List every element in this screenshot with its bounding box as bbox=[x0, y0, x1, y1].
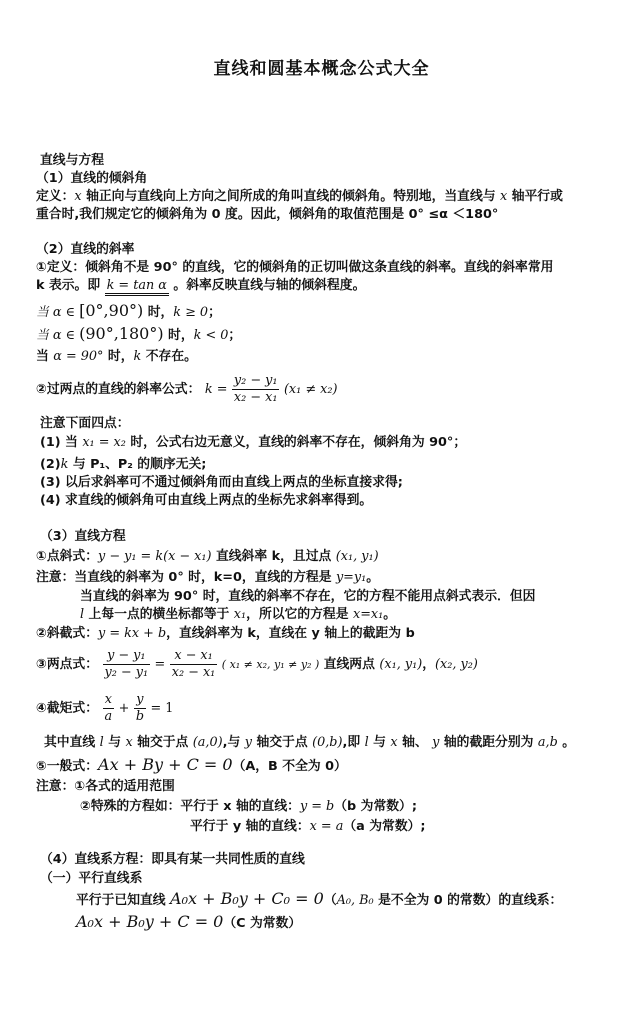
note-2 bbox=[40, 456, 206, 474]
notes-heading: 注意下面四点： bbox=[40, 416, 130, 431]
text: 时， bbox=[143, 305, 174, 320]
text: (2) bbox=[40, 457, 61, 472]
math: A₀x + B₀y + C₀ = 0 bbox=[170, 889, 324, 908]
fraction bbox=[134, 692, 146, 725]
numerator: y₂ − y₁ bbox=[233, 373, 278, 388]
text: 平行于 y 轴的直线： bbox=[190, 819, 310, 834]
intercept-form bbox=[36, 690, 173, 728]
text: 。 bbox=[557, 735, 576, 750]
two-point-form bbox=[36, 646, 478, 684]
text: (1) 当 bbox=[40, 435, 83, 450]
math: A₀, B₀ bbox=[336, 893, 374, 908]
text: 。 bbox=[366, 570, 380, 585]
fraction bbox=[170, 648, 218, 681]
math: (x₁, y₁) bbox=[335, 549, 379, 564]
two-point-slope-formula bbox=[36, 371, 337, 409]
slope-intercept-form bbox=[36, 625, 415, 643]
math: x=x₁ bbox=[352, 607, 384, 622]
text: 其中直线 bbox=[44, 735, 100, 750]
note-3: (3) 以后求斜率可不通过倾斜角而由直线上两点的坐标直接求得; bbox=[40, 475, 403, 490]
general-form bbox=[36, 756, 347, 776]
math-var: y bbox=[244, 735, 252, 750]
text: 不存在。 bbox=[141, 349, 197, 364]
text: ， bbox=[422, 657, 435, 672]
math: x₁ bbox=[233, 607, 247, 622]
numerator: x − x₁ bbox=[170, 648, 218, 665]
slope-definition-line1: ①定义：倾斜角不是 90° 的直线，它的倾斜角的正切叫做这条直线的斜率。直线的斜率常用 bbox=[36, 260, 554, 275]
numerator: y bbox=[134, 692, 146, 709]
math: x₁ = x₂ bbox=[82, 435, 126, 450]
math: (x₁, y₁) bbox=[379, 657, 423, 672]
math-var: l bbox=[364, 735, 369, 750]
math: k < 0 bbox=[193, 328, 229, 343]
text: 直线两点 bbox=[319, 657, 380, 672]
heading-slope: （2）直线的斜率 bbox=[36, 242, 135, 257]
math: (0,b) bbox=[312, 735, 343, 750]
general-note-parallel-x bbox=[80, 798, 417, 816]
fraction bbox=[103, 648, 151, 681]
slope-case-right bbox=[36, 348, 197, 366]
math: k = bbox=[204, 382, 228, 397]
text: 上每一点的横坐标都等于 bbox=[84, 607, 234, 622]
text: 。斜率反映直线与轴的倾斜程度。 bbox=[168, 278, 366, 293]
denominator: y₂ − y₁ bbox=[104, 665, 149, 680]
note-1 bbox=[40, 434, 466, 452]
math-var: x bbox=[74, 189, 82, 204]
slope-case-acute bbox=[36, 302, 221, 322]
math: y = b bbox=[299, 799, 335, 814]
text: 当 α ∈ bbox=[36, 328, 80, 343]
text: 轴交于点 bbox=[251, 735, 313, 750]
text: （ bbox=[323, 893, 337, 908]
text: ②特殊的方程如：平行于 x 轴的直线： bbox=[80, 799, 300, 814]
text: ； bbox=[208, 305, 221, 320]
math: y = kx + b bbox=[98, 626, 167, 641]
math: A₀x + B₀y + C = 0 bbox=[76, 912, 224, 931]
general-note-parallel-y bbox=[190, 818, 426, 836]
heading-line-equations: （3）直线方程 bbox=[40, 529, 126, 544]
point-slope-note-2: 当直线的斜率为 90° 时，直线的斜率不存在，它的方程不能用点斜式表示．但因 bbox=[80, 589, 536, 604]
text: 轴的截距分别为 bbox=[439, 735, 538, 750]
intercept-note bbox=[44, 734, 575, 752]
section-title: 直线与方程 bbox=[40, 153, 104, 168]
math-var: k bbox=[133, 349, 142, 364]
math: α = 90° bbox=[53, 349, 104, 364]
point-slope-form bbox=[36, 548, 379, 566]
fraction bbox=[232, 373, 280, 406]
text: ,即 bbox=[342, 735, 365, 750]
text: ④截矩式： bbox=[36, 701, 99, 716]
math-var: l bbox=[80, 607, 85, 622]
text: 与 bbox=[368, 735, 391, 750]
text: 轴交于点 bbox=[132, 735, 193, 750]
text: 与 P₁、P₂ 的顺序无关; bbox=[68, 457, 207, 472]
plus: + bbox=[118, 701, 130, 716]
inclination-definition-line2: 重合时,我们规定它的倾斜角为 0 度。因此，倾斜角的取值范围是 0° ≤α ＜180° bbox=[36, 207, 499, 222]
text: 当 α ∈ bbox=[36, 305, 80, 320]
math-var: x bbox=[390, 735, 398, 750]
text: （b 为常数）; bbox=[334, 799, 417, 814]
text: 是不全为 0 的常数）的直线系： bbox=[373, 893, 563, 908]
text: （A，B 不全为 0） bbox=[232, 759, 347, 774]
text: 定义： bbox=[36, 189, 75, 204]
slope-case-obtuse bbox=[36, 325, 241, 345]
parallel-family-line2 bbox=[76, 913, 301, 933]
math-var: x bbox=[500, 189, 508, 204]
math-var: y bbox=[432, 735, 440, 750]
page-title: 直线和圆基本概念公式大全 bbox=[213, 59, 430, 79]
text: 与 bbox=[103, 735, 126, 750]
point-slope-note-3 bbox=[80, 606, 396, 624]
point-slope-note-1 bbox=[36, 569, 379, 587]
denominator: a bbox=[104, 709, 113, 724]
text: ，所以它的方程是 bbox=[246, 607, 353, 622]
text: ； bbox=[228, 328, 242, 343]
text: 轴、 bbox=[397, 735, 433, 750]
fraction bbox=[103, 692, 115, 725]
text: 时， bbox=[103, 349, 134, 364]
text: 轴平行或 bbox=[507, 189, 563, 204]
text: 直线斜率 k，且过点 bbox=[211, 549, 336, 564]
numerator: y − y₁ bbox=[103, 648, 151, 665]
numerator: x bbox=[103, 692, 115, 709]
denominator: x₂ − x₁ bbox=[233, 390, 278, 405]
text: 当 bbox=[36, 349, 54, 364]
interval: (90°,180°) bbox=[79, 324, 164, 343]
text: ①点斜式： bbox=[36, 549, 99, 564]
general-note-heading: 注意：①各式的适用范围 bbox=[36, 779, 175, 794]
math: y − y₁ = k(x − x₁) bbox=[98, 549, 212, 564]
parallel-family-line1 bbox=[76, 890, 562, 910]
math-var: k bbox=[60, 457, 69, 472]
denominator: x₂ − x₁ bbox=[171, 665, 216, 680]
text: 平行于已知直线 bbox=[76, 893, 171, 908]
note-4: (4) 求直线的倾斜角可由直线上两点的坐标先求斜率得到。 bbox=[40, 493, 373, 508]
heading-inclination: （1）直线的倾斜角 bbox=[36, 171, 148, 186]
math: k ≥ 0 bbox=[173, 305, 209, 320]
slope-definition-line2 bbox=[36, 277, 365, 295]
inclination-definition-line1 bbox=[36, 188, 563, 206]
condition: (x₁ ≠ x₂) bbox=[283, 382, 338, 397]
text: （a 为常数）; bbox=[343, 819, 426, 834]
heading-line-family: （4）直线系方程：即具有某一共同性质的直线 bbox=[40, 852, 305, 867]
text: 注意：当直线的斜率为 0° 时，k=0，直线的方程是 bbox=[36, 570, 336, 585]
math-var: l bbox=[99, 735, 104, 750]
subheading-parallel-family: （一）平行直线系 bbox=[40, 871, 143, 886]
text: ②过两点的直线的斜率公式： bbox=[36, 382, 201, 397]
interval: [0°,90°) bbox=[79, 301, 144, 320]
text: ⑤一般式： bbox=[36, 759, 99, 774]
text: 时， bbox=[163, 328, 194, 343]
math: x = a bbox=[309, 819, 344, 834]
condition: ( x₁ ≠ x₂, y₁ ≠ y₂ ) bbox=[221, 658, 320, 671]
text: 时，公式右边无意义，直线的斜率不存在，倾斜角为 90°； bbox=[125, 435, 467, 450]
math: y=y₁ bbox=[335, 570, 367, 585]
text: ,与 bbox=[222, 735, 245, 750]
slope-formula: k = tan α bbox=[105, 278, 169, 296]
text: ③两点式： bbox=[36, 657, 99, 672]
math: a,b bbox=[537, 735, 558, 750]
math-var: x bbox=[125, 735, 133, 750]
math: Ax + By + C = 0 bbox=[98, 755, 233, 774]
text: 轴正向与直线向上方向之间所成的角叫直线的倾斜角。特别地，当直线与 bbox=[81, 189, 501, 204]
math: (a,0) bbox=[192, 735, 223, 750]
text: （C 为常数） bbox=[223, 916, 302, 931]
denominator: b bbox=[135, 709, 145, 724]
text: ，直线斜率为 k，直线在 y 轴上的截距为 b bbox=[166, 626, 415, 641]
text: k 表示。即 bbox=[36, 278, 105, 293]
equals: = bbox=[154, 657, 166, 672]
equals-one: = 1 bbox=[150, 701, 174, 716]
math: (x₂, y₂) bbox=[434, 657, 478, 672]
text: ②斜截式： bbox=[36, 626, 99, 641]
text: 。 bbox=[383, 607, 397, 622]
